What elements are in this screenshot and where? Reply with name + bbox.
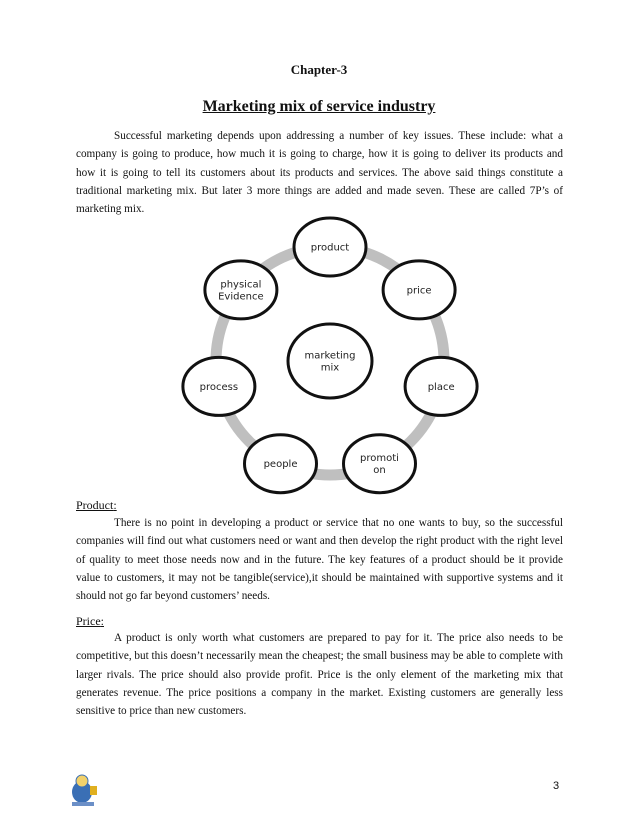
diagram-node-label-line-2: on — [373, 465, 386, 477]
diagram-node-label-line-1: promoti — [360, 453, 399, 465]
diagram-node — [383, 261, 455, 319]
price-text: A product is only worth what customers are prepared to pay for it. The price also needs to be competitive, but this doesn’t necessarily mean the cheapest; the small business may be able to complete with larger rivals. The price should also provide profit. Price is the only element of the marketing mix that generates revenue. The price positions a company in the market. Existing customers are generally less sensitive to price than new customers. — [76, 632, 563, 718]
intro-text: Successful marketing depends upon addressing a number of key issues. These include: what a company is going to produce, how much it is going to charge, how it is going to deliver its products and how it is going to tell its customers about its products and services. The above said things constitute a traditional marketing mix. But later 3 more things are added and made seven. These are called 7P’s of marketing mix. — [76, 130, 563, 216]
diagram-center-node — [288, 324, 372, 398]
diagram-node-label-line-1: product — [310, 242, 350, 254]
diagram-node-label-line-1: process — [199, 381, 239, 393]
page-number: 3 — [553, 780, 560, 792]
mascot-logo — [66, 772, 100, 808]
diagram-node — [294, 218, 366, 276]
diagram-node — [245, 435, 317, 493]
diagram-node — [405, 357, 477, 415]
chapter-label: Chapter-3 — [290, 62, 348, 77]
diagram-node — [183, 357, 255, 415]
price-heading: Price: — [76, 614, 104, 628]
diagram-node-label-line-1: price — [406, 285, 432, 297]
diagram-node — [344, 435, 416, 493]
diagram-node-label-line-1: people — [263, 459, 298, 471]
price-paragraph — [76, 629, 563, 720]
diagram-node-label-line-1: physical — [220, 279, 262, 291]
product-heading: Product: — [76, 498, 117, 512]
diagram-node — [205, 261, 277, 319]
page-title: Marketing mix of service industry — [202, 98, 436, 115]
diagram-node-label-line-2: Evidence — [218, 291, 264, 303]
center-label-line-1: marketing — [304, 350, 356, 362]
price-heading-text: Price — [76, 614, 101, 628]
product-text: There is no point in developing a product or service that no one wants to buy, so the successful companies will find out what customers need or want and then develop the right product with the right level of quality to meet those needs now and in the future. The key features of a product should be it provide value to customers, it may not be tangible(service),it should be maintained with supportive systems and it should not go far beyond customers’ needs. — [76, 517, 563, 603]
center-label-line-2: mix — [320, 362, 340, 374]
product-paragraph — [76, 514, 563, 605]
diagram-node-label-line-1: place — [427, 381, 455, 393]
product-heading-text: Product — [76, 498, 114, 512]
